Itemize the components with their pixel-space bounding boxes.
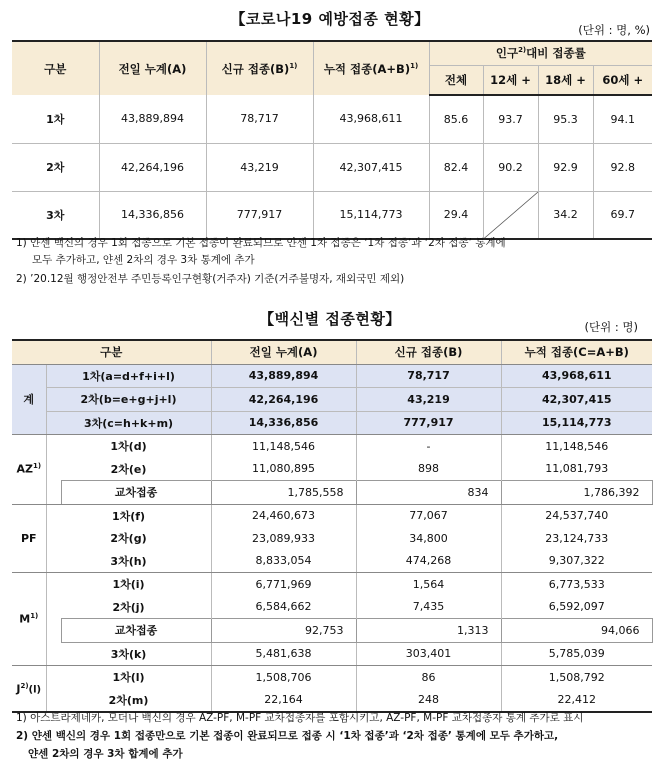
row-label: 1차(l) — [112, 671, 145, 685]
cell-new: 43,219 — [356, 388, 501, 412]
cell-cum: 22,412 — [501, 689, 652, 713]
row-label: 1차(d) — [110, 440, 147, 454]
cell-prev: 11,148,546 — [211, 435, 356, 458]
cell-age12: 93.7 — [483, 95, 538, 143]
table-row — [12, 596, 652, 619]
cell-new: 834 — [356, 481, 501, 505]
cell-cum: 1,786,392 — [501, 481, 652, 505]
group-total: 계 — [12, 364, 46, 435]
cell-cum: 94,066 — [501, 619, 652, 643]
cell-cum: 6,773,533 — [501, 573, 652, 596]
table-row — [12, 458, 652, 481]
vaccine-status-table — [12, 339, 653, 713]
header-new: 신규 접종$(B)^{1)}$ — [206, 41, 313, 95]
row-label-cross: 교차접종 — [61, 481, 211, 505]
header-age18: 18세 + — [538, 65, 593, 95]
note-1: 1) 얀센 백신의 경우 1회 접종으로 기본 접종이 완료되므로 얀센 1차 접종은 ‘1차 접종’과 ‘2차 접종’ 통계에 — [16, 237, 506, 249]
cell-prev: 92,753 — [211, 619, 356, 643]
table-row — [12, 550, 652, 573]
cell-prev: 5,481,638 — [211, 642, 356, 666]
cell-cum: 42,307,415 — [313, 143, 429, 191]
table-row — [12, 411, 652, 435]
header-age12: 12세 + — [483, 65, 538, 95]
row-label: 2차(j) — [112, 600, 145, 614]
cell-new: 7,435 — [356, 596, 501, 619]
section-title-by-vaccine: 【백신별 접종현황】 — [259, 310, 401, 328]
cell-prev: 43,889,894 — [211, 364, 356, 388]
cell-new: 474,268 — [356, 550, 501, 573]
cell-age60: 69.7 — [593, 191, 652, 239]
cell-new: 1,313 — [356, 619, 501, 643]
cell-new: - — [356, 435, 501, 458]
cell-new: 248 — [356, 689, 501, 713]
table-row — [12, 527, 652, 550]
cell-cum: 43,968,611 — [313, 95, 429, 143]
cell-prev: 11,080,895 — [211, 458, 356, 481]
cell-new: 34,800 — [356, 527, 501, 550]
cell-new: 43,219 — [206, 143, 313, 191]
unit-label: (단위 : 명, %) — [578, 23, 650, 37]
cell-cum: 6,592,097 — [501, 596, 652, 619]
header-category: 구분 — [12, 41, 99, 95]
cell-new: 777,917 — [356, 411, 501, 435]
row-label: 3차(c=h+k+m) — [46, 411, 211, 435]
cell-prev: 42,264,196 — [211, 388, 356, 412]
note-2-1: 1) 아스트라제네카, 모더나 백신의 경우 AZ-PF, M-PF 교차접종자를 포함시키고, AZ-PF, M-PF 교차접종자 통계 추가로 표시 — [16, 712, 584, 724]
cell-new: 78,717 — [356, 364, 501, 388]
row-label: 1차 — [12, 95, 99, 143]
table-row — [12, 504, 652, 527]
table-row — [12, 666, 652, 689]
header-age60: 60세 + — [593, 65, 652, 95]
header-prev-total: 전일 누계(A) — [211, 340, 356, 364]
cell-age12: 90.2 — [483, 143, 538, 191]
cell-new: 777,917 — [206, 191, 313, 239]
table-row-cross — [12, 619, 652, 643]
cell-age60: 94.1 — [593, 95, 652, 143]
cell-prev: 43,889,894 — [99, 95, 206, 143]
cell-age18: 34.2 — [538, 191, 593, 239]
cell-cum: 1,508,792 — [501, 666, 652, 689]
vaccination-status-table — [12, 40, 652, 240]
cell-prev: 23,089,933 — [211, 527, 356, 550]
cell-new: 78,717 — [206, 95, 313, 143]
note-2: 2) ’20.12월 행정안전부 주민등록인구현황(거주자) 기준(거주불명자, 재외국민 제외) — [16, 273, 405, 285]
row-label: 3차(h) — [46, 550, 211, 573]
row-label: 2차(b=e+g+j+l) — [46, 388, 211, 412]
group-m: $M^{1)}$ — [12, 573, 46, 666]
cell-all: 29.4 — [429, 191, 483, 239]
table-row — [12, 95, 652, 143]
note-2-2-cont: 얀센 2차의 경우 3차 합계에 추가 — [28, 748, 183, 760]
header-population-ratio: 인구$^{2)}$대비 접종률 — [429, 41, 652, 65]
cell-new: 1,564 — [356, 573, 501, 596]
cell-new: 898 — [356, 458, 501, 481]
cell-age12-not-applicable — [483, 191, 538, 239]
row-label: 3차(k) — [46, 642, 211, 666]
cell-prev: 24,460,673 — [211, 504, 356, 527]
cell-prev: 8,833,054 — [211, 550, 356, 573]
cell-prev: 14,336,856 — [99, 191, 206, 239]
group-az: AZ$^{1)}$ — [12, 435, 46, 505]
cell-cum: 43,968,611 — [501, 364, 652, 388]
row-label: 2차(m) — [46, 689, 211, 713]
table-row — [12, 364, 652, 388]
cell-cum: 11,081,793 — [501, 458, 652, 481]
row-label-cross: 교차접종 — [61, 619, 211, 643]
header-cumulative: 누적 접종(C=A+B) — [501, 340, 652, 364]
cell-prev: 22,164 — [211, 689, 356, 713]
note-1-cont: 모두 추가하고, 얀센 2차의 경우 3차 통계에 추가 — [32, 254, 255, 266]
cell-prev: 1,508,706 — [211, 666, 356, 689]
cell-cum: 42,307,415 — [501, 388, 652, 412]
row-label: 3차 — [12, 191, 99, 239]
table-row — [12, 143, 652, 191]
table-row — [12, 642, 652, 666]
row-label: 2차(e) — [110, 462, 147, 476]
header-category: 구분 — [12, 340, 211, 364]
diagonal-slash-icon — [484, 192, 538, 239]
cell-cum: 5,785,039 — [501, 642, 652, 666]
header-all: 전체 — [429, 65, 483, 95]
cell-prev: 6,584,662 — [211, 596, 356, 619]
note-2-2: 2) 얀센 백신의 경우 1회 접종만으로 기본 접종이 완료되므로 접종 시 ‘1차 접종’과 ‘2차 접종’ 통계에 모두 추가하고, — [16, 730, 559, 742]
cell-new: 86 — [356, 666, 501, 689]
cell-prev: 6,771,969 — [211, 573, 356, 596]
cell-all: 82.4 — [429, 143, 483, 191]
cell-prev: 14,336,856 — [211, 411, 356, 435]
table-row — [12, 435, 652, 458]
table-row-cross — [12, 481, 652, 505]
cell-cum: 9,307,322 — [501, 550, 652, 573]
table-row — [12, 388, 652, 412]
header-prev-total: 전일 누계(A) — [99, 41, 206, 95]
group-pf: PF — [12, 504, 46, 573]
table-row — [12, 689, 652, 713]
cell-age18: 95.3 — [538, 95, 593, 143]
cell-age18: 92.9 — [538, 143, 593, 191]
group-j: $J^{2)}(l)$ — [12, 666, 46, 713]
table-row — [12, 573, 652, 596]
cell-cum: 23,124,733 — [501, 527, 652, 550]
unit-label-2: (단위 : 명) — [584, 320, 638, 334]
header-cumulative: 누적 접종$(A+B)^{1)}$ — [313, 41, 429, 95]
cell-cum: 15,114,773 — [313, 191, 429, 239]
row-label: 1차(i) — [112, 578, 145, 592]
row-label: 2차(g) — [110, 532, 147, 546]
table-row — [12, 191, 652, 239]
cell-cum: 11,148,546 — [501, 435, 652, 458]
cell-cum: 24,537,740 — [501, 504, 652, 527]
row-label: 2차 — [12, 143, 99, 191]
cell-prev: 42,264,196 — [99, 143, 206, 191]
cell-new: 303,401 — [356, 642, 501, 666]
cell-age60: 92.8 — [593, 143, 652, 191]
header-new: 신규 접종(B) — [356, 340, 501, 364]
cell-cum: 15,114,773 — [501, 411, 652, 435]
cell-prev: 1,785,558 — [211, 481, 356, 505]
row-label: 1차(a=d+f+i+l) — [46, 364, 211, 388]
cell-new: 77,067 — [356, 504, 501, 527]
section-title-vaccination-status: 【코로나19 예방접종 현황】 — [230, 10, 430, 28]
row-label: 1차(f) — [111, 509, 146, 523]
cell-all: 85.6 — [429, 95, 483, 143]
